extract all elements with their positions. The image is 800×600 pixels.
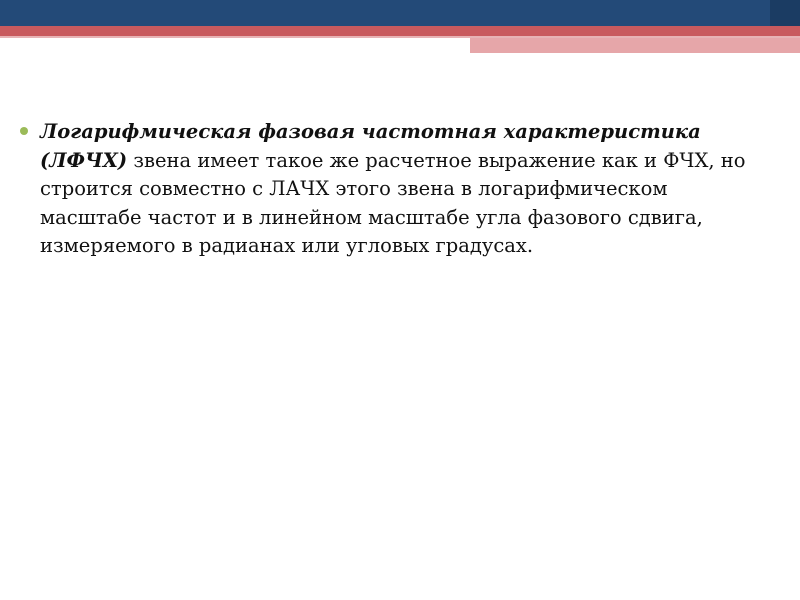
bullet-dot-icon [20,127,28,135]
bullet-body: звена имеет такое же расчетное выражение как и ФЧХ, но строится совместно с ЛАЧХ этого звена в логарифмическом масштабе частот и в линейном масштабе угла фазового сдвига, измеряемого в радианах или угловых градусах. [40,148,746,257]
bullet-item [20,118,780,261]
slide-content [20,118,780,261]
header-blue-band [0,0,800,26]
header-pink-band [470,38,800,53]
header-blue-accent [770,0,800,26]
bullet-text [40,118,770,261]
header-red-band [0,26,800,36]
bullet-emphasis: Логарифмическая фазовая частотная характеристика (ЛФЧХ) [40,120,701,172]
